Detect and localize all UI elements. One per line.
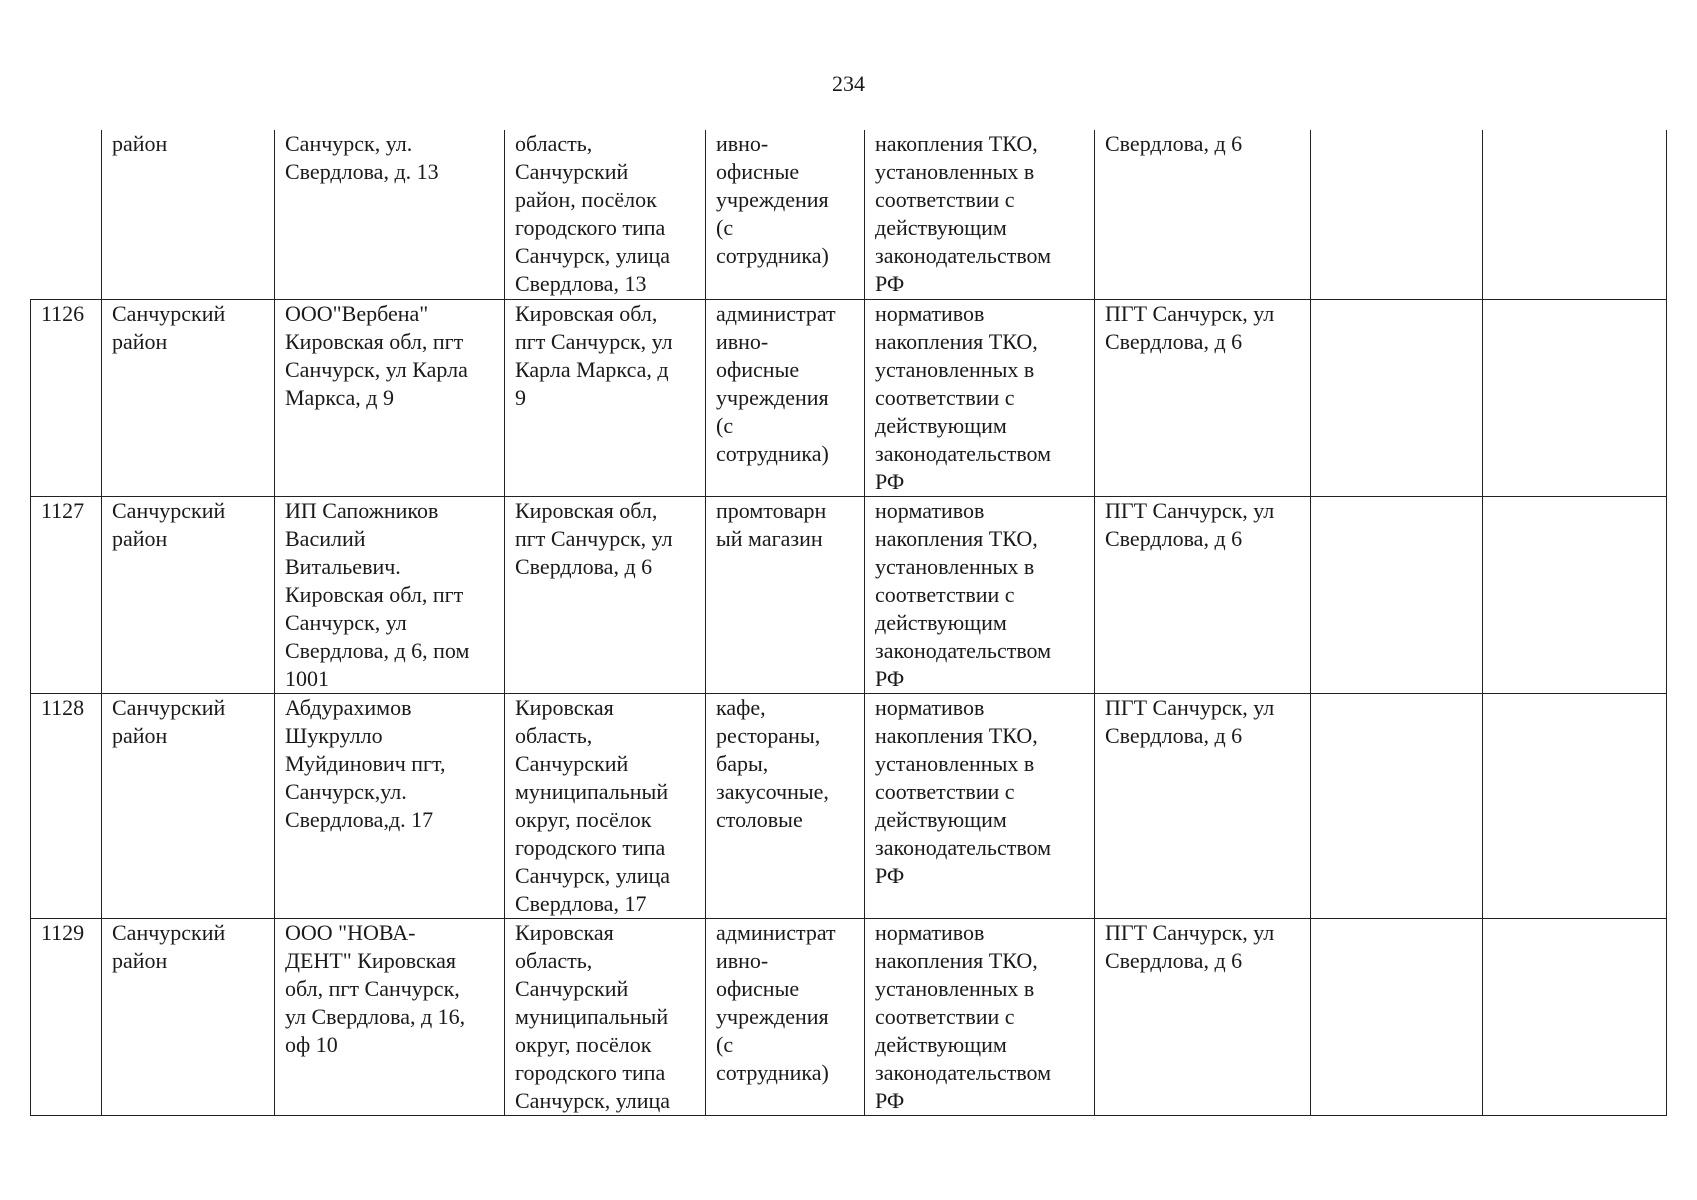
site-cell	[1095, 299, 1311, 496]
site-text: ПГТ Санчурск, ул Свердлова, д 6	[1105, 497, 1275, 551]
extra-cell-1	[1311, 918, 1483, 1115]
district-text: Санчурский район	[112, 919, 226, 973]
source-text: Санчурск, ул. Свердлова, д. 13	[285, 131, 439, 184]
norm-cell	[865, 130, 1095, 299]
address-text: Кировская обл, пгт Санчурск, ул Карла Маркса, д 9	[515, 300, 673, 410]
site-cell	[1095, 918, 1311, 1115]
category-text: ивно- офисные учреждения (с сотрудника)	[716, 131, 829, 268]
district-text: Санчурский район	[112, 694, 226, 748]
row-number-cell	[31, 918, 102, 1115]
source-cell	[275, 693, 505, 918]
site-text: Свердлова, д 6	[1105, 131, 1243, 156]
category-cell	[706, 496, 865, 693]
district-text: Санчурский район	[112, 300, 226, 354]
table-row	[31, 130, 1667, 299]
norm-text: нормативов накопления ТКО, установленных в соответствии с действующим законодательством РФ	[875, 694, 1052, 888]
category-cell	[706, 693, 865, 918]
site-text: ПГТ Санчурск, ул Свердлова, д 6	[1105, 919, 1275, 973]
source-text: ИП Сапожников Василий Витальевич. Кировская обл, пгт Санчурск, ул Свердлова, д 6, пом 1001	[285, 497, 470, 691]
norm-cell	[865, 496, 1095, 693]
row-number-cell	[31, 299, 102, 496]
page-number: 234	[832, 71, 865, 96]
district-text: Санчурский район	[112, 497, 226, 551]
table-row	[31, 496, 1667, 693]
norm-text: накопления ТКО, установленных в соответствии с действующим законодательством РФ	[875, 131, 1052, 296]
row-number: 1129	[41, 919, 85, 945]
district-cell	[102, 130, 275, 299]
address-text: Кировская область, Санчурский муниципальный округ, посёлок городского типа Санчурск, улица Свердлова, 17	[515, 694, 671, 916]
district-cell	[102, 299, 275, 496]
address-text: область, Санчурский район, посёлок городского типа Санчурск, улица Свердлова, 13	[515, 131, 671, 296]
source-cell	[275, 496, 505, 693]
district-cell	[102, 496, 275, 693]
extra-cell-1	[1311, 496, 1483, 693]
extra-cell-1	[1311, 130, 1483, 299]
row-number-cell	[31, 496, 102, 693]
source-text: ООО "НОВА- ДЕНТ" Кировская обл, пгт Санчурск, ул Свердлова, д 16, оф 10	[285, 919, 466, 1057]
source-cell	[275, 299, 505, 496]
source-text: ООО"Вербена" Кировская обл, пгт Санчурск, ул Карла Маркса, д 9	[285, 300, 468, 410]
category-text: кафе, рестораны, бары, закусочные, столовые	[716, 694, 829, 832]
address-cell	[505, 130, 706, 299]
category-cell	[706, 299, 865, 496]
registry-table	[30, 130, 1667, 1116]
category-cell	[706, 130, 865, 299]
norm-cell	[865, 918, 1095, 1115]
row-number: 1127	[41, 497, 85, 523]
address-cell	[505, 496, 706, 693]
address-text: Кировская обл, пгт Санчурск, ул Свердлова, д 6	[515, 497, 673, 579]
site-cell	[1095, 693, 1311, 918]
norm-cell	[865, 299, 1095, 496]
extra-cell-2	[1483, 693, 1667, 918]
norm-text: нормативов накопления ТКО, установленных в соответствии с действующим законодательством РФ	[875, 300, 1052, 494]
extra-cell-2	[1483, 496, 1667, 693]
row-number: 1128	[41, 694, 85, 720]
site-text: ПГТ Санчурск, ул Свердлова, д 6	[1105, 300, 1275, 354]
table-row	[31, 918, 1667, 1115]
source-cell	[275, 130, 505, 299]
category-cell	[706, 918, 865, 1115]
table-row	[31, 693, 1667, 918]
site-text: ПГТ Санчурск, ул Свердлова, д 6	[1105, 694, 1275, 748]
row-number-cell	[31, 693, 102, 918]
category-text: администрат ивно- офисные учреждения (с сотрудника)	[716, 919, 836, 1085]
extra-cell-2	[1483, 299, 1667, 496]
category-text: промтоварн ый магазин	[716, 497, 827, 551]
district-cell	[102, 693, 275, 918]
address-text: Кировская область, Санчурский муниципальный округ, посёлок городского типа Санчурск, улица	[515, 919, 671, 1113]
source-text: Абдурахимов Шукрулло Муйдинович пгт, Санчурск,ул. Свердлова,д. 17	[285, 694, 446, 832]
table-row	[31, 299, 1667, 496]
address-cell	[505, 918, 706, 1115]
source-cell	[275, 918, 505, 1115]
extra-cell-2	[1483, 918, 1667, 1115]
extra-cell-1	[1311, 299, 1483, 496]
address-cell	[505, 693, 706, 918]
norm-cell	[865, 693, 1095, 918]
norm-text: нормативов накопления ТКО, установленных в соответствии с действующим законодательством РФ	[875, 497, 1052, 691]
site-cell	[1095, 496, 1311, 693]
row-number-cell	[31, 130, 102, 299]
norm-text: нормативов накопления ТКО, установленных в соответствии с действующим законодательством РФ	[875, 919, 1052, 1113]
district-text: район	[112, 131, 168, 156]
extra-cell-1	[1311, 693, 1483, 918]
district-cell	[102, 918, 275, 1115]
row-number: 1126	[41, 300, 85, 326]
extra-cell-2	[1483, 130, 1667, 299]
category-text: администрат ивно- офисные учреждения (с сотрудника)	[716, 300, 836, 466]
site-cell	[1095, 130, 1311, 299]
address-cell	[505, 299, 706, 496]
